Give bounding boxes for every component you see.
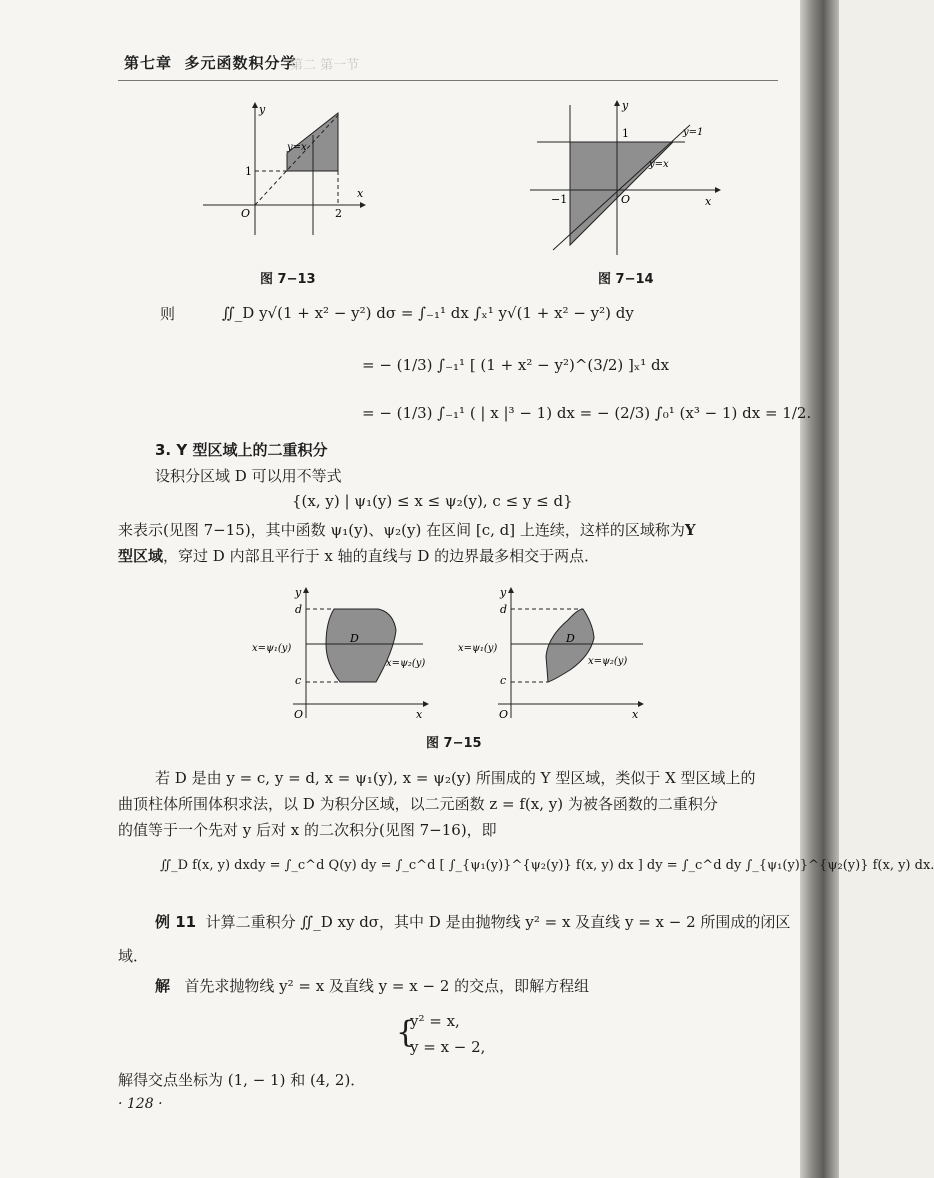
- tick-2: 2: [335, 207, 342, 220]
- region-label: D: [350, 632, 359, 645]
- calc-line-2: = − (1/3) ∫₋₁¹ [ (1 + x² − y²)^(3/2) ]ₓ¹ dx: [362, 356, 670, 374]
- psi1-label: x=ψ₁(y): [458, 643, 498, 654]
- para-3-text: ，穿过 D 内部且平行于 x 轴的直线与 D 的边界最多相交于两点．: [163, 547, 600, 565]
- solution-text: 首先求抛物线 y² = x 及直线 y = x − 2 的交点，即解方程组: [184, 977, 590, 995]
- header-faint-text: 第二 第一节: [290, 58, 360, 73]
- system-brace: {: [396, 1015, 416, 1050]
- psi1-label: x=ψ₁(y): [252, 643, 292, 654]
- para-3: [118, 546, 599, 566]
- label-yx: y=x: [649, 159, 669, 170]
- x-label: x: [416, 708, 423, 721]
- para-3-bold: 型区域: [118, 547, 164, 565]
- para-4: 若 D 是由 y = c, y = d, x = ψ₁(y), x = ψ₂(y) 所围成的 Y 型区域，类似于 X 型区域上的: [155, 769, 756, 787]
- y-label: y: [622, 99, 629, 112]
- origin-label: O: [294, 708, 304, 721]
- x-label: x: [632, 708, 639, 721]
- section-number: 3.: [155, 441, 172, 459]
- set-definition: {(x, y) | ψ₁(y) ≤ x ≤ ψ₂(y), c ≤ y ≤ d}: [292, 492, 573, 510]
- para-1: 设积分区域 D 可以用不等式: [155, 467, 342, 485]
- example-11: [155, 912, 790, 932]
- then-word: 则: [160, 305, 176, 323]
- system-eq-1: y² = x,: [410, 1012, 460, 1030]
- origin-label: O: [621, 193, 631, 206]
- c-label: c: [295, 674, 302, 687]
- label-y1: y=1: [683, 127, 704, 138]
- y-label: y: [259, 103, 266, 116]
- example-text: 计算二重积分 ∬_D xy dσ，其中 D 是由抛物线 y² = x 及直线 y = x − 2 所围成的闭区: [205, 913, 791, 931]
- fig15-right: [458, 586, 643, 721]
- fig15-caption: 图 7−15: [426, 736, 482, 751]
- tick-neg1: −1: [551, 193, 568, 206]
- section-heading: [155, 440, 327, 460]
- running-header: [124, 52, 296, 73]
- tick-1: 1: [622, 127, 629, 140]
- y-label: y: [295, 586, 302, 599]
- result-text: 解得交点坐标为 (1, − 1) 和 (4, 2)．: [118, 1071, 366, 1089]
- figure-7-13: [195, 95, 375, 245]
- region-d-left: [326, 609, 396, 682]
- figure-7-14: [525, 95, 730, 260]
- para-2-bold: Y: [684, 521, 696, 539]
- para-2-text: 来表示(见图 7−15)，其中函数 ψ₁(y)、ψ₂(y) 在区间 [c, d] 上连续，这样的区域称为: [118, 521, 685, 539]
- region-d-right: [546, 609, 594, 682]
- example-label: 例 11: [155, 913, 197, 931]
- tick-1: 1: [245, 165, 252, 178]
- calc-line-3: = − (1/3) ∫₋₁¹ ( | x |³ − 1) dx = − (2/3) ∫₀¹ (x³ − 1) dx = 1/2.: [362, 404, 812, 422]
- section-title: Y 型区域上的二重积分: [176, 441, 328, 459]
- x-label: x: [357, 187, 364, 200]
- header-rule: [118, 80, 778, 81]
- page-spine-shadow: [800, 0, 839, 1178]
- fig13-caption: 图 7−13: [260, 272, 316, 287]
- origin-label: O: [241, 207, 251, 220]
- psi2-label: x=ψ₂(y): [386, 658, 426, 669]
- para-5: 曲顶柱体所围体积求法，以 D 为积分区域，以二元函数 z = f(x, y) 为被各函数的二重积分: [118, 795, 718, 813]
- region-label: D: [566, 632, 575, 645]
- chapter-label: 第七章: [124, 54, 173, 72]
- x-label: x: [705, 195, 712, 208]
- example-cont: 域．: [118, 947, 149, 965]
- c-label: c: [500, 674, 507, 687]
- y-label: y: [500, 586, 507, 599]
- d-label: d: [295, 603, 303, 616]
- solution: [155, 976, 589, 996]
- psi2-label: x=ψ₂(y): [588, 656, 628, 667]
- calc-line-1: ∬_D y√(1 + x² − y²) dσ = ∫₋₁¹ dx ∫ₓ¹ y√(1 + x² − y²) dy: [222, 304, 634, 322]
- d-label: d: [500, 603, 508, 616]
- page-number: · 128 ·: [118, 1096, 163, 1112]
- para-2: [118, 520, 696, 540]
- curve-label: y=x: [287, 142, 307, 153]
- para-6: 的值等于一个先对 y 后对 x 的二次积分(见图 7−16)，即: [118, 821, 497, 839]
- origin-label: O: [499, 708, 509, 721]
- fig15-left: [252, 586, 428, 721]
- system-eq-2: y = x − 2,: [410, 1038, 486, 1056]
- figure-7-15: [248, 582, 668, 722]
- solution-label: 解: [155, 977, 171, 995]
- iterated-integral-formula: ∬_D f(x, y) dxdy = ∫_c^d Q(y) dy = ∫_c^d [ ∫_{ψ₁(y)}^{ψ₂(y)} f(x, y) dx ] dy = ∫_c^d dy ∫_{ψ₁(y)}^{ψ₂(y)} f(x, y) dx.: [160, 858, 934, 873]
- fig14-caption: 图 7−14: [598, 272, 654, 287]
- chapter-title: 多元函数积分学: [184, 54, 297, 72]
